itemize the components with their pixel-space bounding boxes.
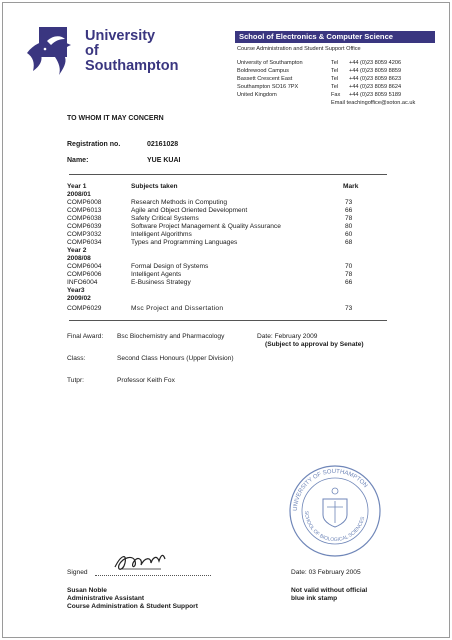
senate-note: (Subject to approval by Senate) — [265, 341, 364, 348]
module-mark: 60 — [345, 231, 353, 238]
office-name: Course Administration and Student Support Office — [237, 46, 361, 52]
dolphin-logo-icon — [25, 27, 83, 77]
name-label: Name: — [67, 157, 89, 164]
module-code: COMP6004 — [67, 263, 102, 270]
module-subject: Intelligent Agents — [131, 271, 182, 278]
module-mark: 73 — [345, 199, 353, 206]
module-code: COMP6006 — [67, 271, 102, 278]
address-block: University of Southampton Boldrewood Campus Bassett Crescent East Southampton SO16 7PX United Kingdom — [237, 60, 303, 98]
subjects-header: Subjects taken — [131, 183, 178, 190]
signatory-block: Susan Noble Administrative Assistant Course Administration & Student Support — [67, 587, 198, 610]
module-code: COMP6013 — [67, 207, 102, 214]
registration-label: Registration no. — [67, 141, 121, 148]
class-value: Second Class Honours (Upper Division) — [117, 355, 234, 362]
year-1-label: Year 1 — [67, 183, 87, 190]
module-mark: 66 — [345, 279, 353, 286]
section-heading: 2009/02 — [67, 295, 91, 302]
divider-top — [69, 174, 387, 175]
divider-bottom — [69, 320, 387, 321]
contact-email: Email teachingoffice@soton.ac.uk — [331, 100, 416, 106]
module-subject: Safety Critical Systems — [131, 215, 199, 222]
module-mark: 80 — [345, 223, 353, 230]
signature-date: Date: 03 February 2005 — [291, 569, 361, 576]
mark-header: Mark — [343, 183, 359, 190]
school-banner: School of Electronics & Computer Science — [235, 31, 435, 43]
year-label: Year 2 — [67, 247, 87, 254]
module-subject: Types and Programming Languages — [131, 239, 238, 246]
module-code: INFO6004 — [67, 279, 98, 286]
section-heading: 2008/01 — [67, 191, 91, 198]
module-mark: 66 — [345, 207, 353, 214]
final-award-label: Final Award: — [67, 333, 104, 340]
university-stamp-icon — [287, 463, 383, 559]
module-subject: Formal Design of Systems — [131, 263, 209, 270]
signature-line — [95, 575, 211, 576]
module-code: COMP6039 — [67, 223, 102, 230]
module-subject: Msc Project and Dissertation — [131, 305, 224, 312]
contact-numbers: +44 (0)23 8059 4206 +44 (0)23 8059 8859 +44 (0)23 8059 8623 +44 (0)23 8059 8624 +44 (0)23 8059 5189 — [349, 60, 402, 98]
module-subject: Software Project Management & Quality Assurance — [131, 223, 281, 230]
validity-note: Not valid without official blue ink stamp — [291, 587, 368, 602]
letter-page — [2, 2, 450, 638]
module-subject: E-Business Strategy — [131, 279, 191, 286]
tutor-label: Tutpr: — [67, 377, 84, 384]
final-award-date: Date: February 2009 — [257, 333, 318, 340]
module-code: COMP6008 — [67, 199, 102, 206]
svg-text:UNIVERSITY OF SOUTHAMPTON: UNIVERSITY OF SOUTHAMPTON — [292, 468, 369, 512]
module-subject: Research Methods in Computing — [131, 199, 228, 206]
module-mark: 78 — [345, 271, 353, 278]
module-mark: 70 — [345, 263, 353, 270]
contact-labels: Tel Tel Tel Tel Fax — [331, 60, 341, 98]
module-code: COMP3032 — [67, 231, 102, 238]
salutation: TO WHOM IT MAY CONCERN — [67, 115, 164, 122]
registration-value: 02161028 — [147, 141, 179, 148]
module-mark: 78 — [345, 215, 353, 222]
section-heading: 2008/08 — [67, 255, 91, 262]
university-name: University of Southampton — [85, 28, 179, 74]
module-code: COMP6034 — [67, 239, 102, 246]
name-value: YUE KUAI — [147, 157, 181, 164]
module-code: COMP6038 — [67, 215, 102, 222]
signed-label: Signed — [67, 569, 88, 576]
module-mark: 73 — [345, 305, 353, 312]
module-code: COMP6029 — [67, 305, 102, 312]
module-subject: Intelligent Algorithms — [131, 231, 192, 238]
module-mark: 68 — [345, 239, 353, 246]
final-award-value: Bsc Biochemistry and Pharmacology — [117, 333, 225, 340]
tutor-value: Professor Keith Fox — [117, 377, 175, 384]
class-label: Class: — [67, 355, 86, 362]
signature-icon — [111, 549, 171, 575]
svg-text:SCHOOL OF BIOLOGICAL SCIENCES: SCHOOL OF BIOLOGICAL SCIENCES — [302, 510, 367, 544]
university-logo — [25, 25, 195, 83]
year-label: Year3 — [67, 287, 85, 294]
module-subject: Agile and Object Oriented Development — [131, 207, 248, 214]
